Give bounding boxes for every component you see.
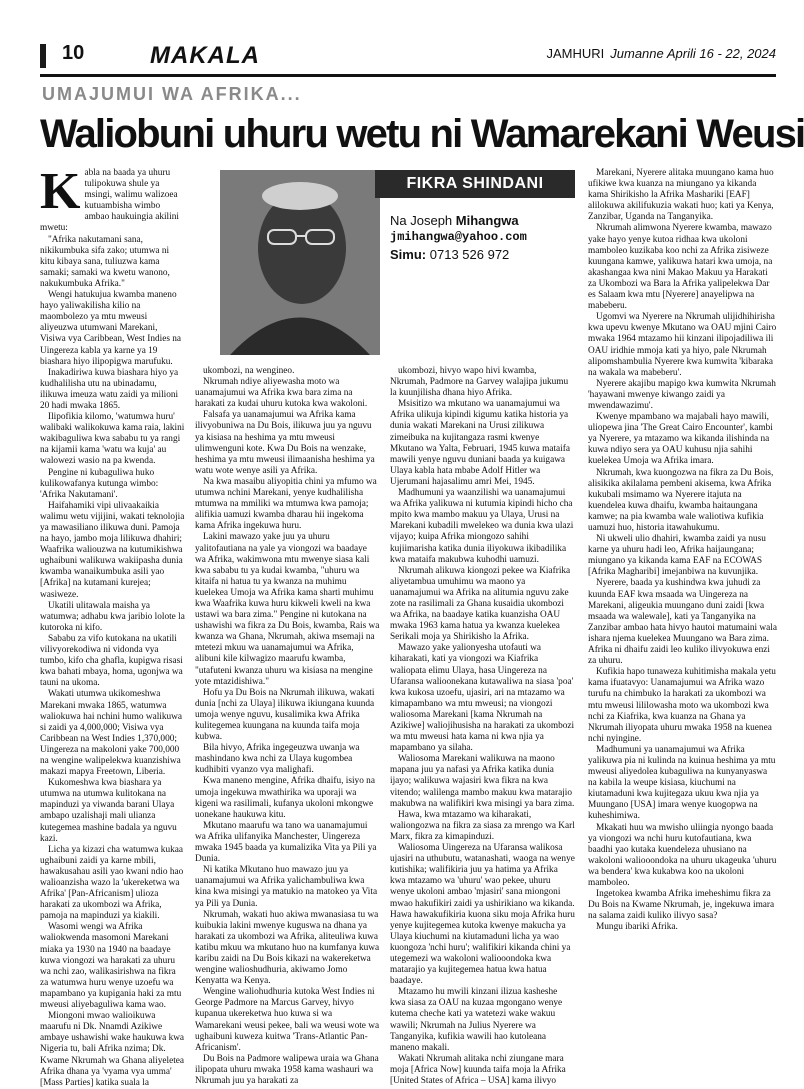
article-paragraph: Mawazo yake yalionyesha utofauti wa kiharakati, kati ya viongozi wa Kiafrika waliopata elimu Ulaya, hasa Uingereza na Ufaransa walioonekana kutawaliwa na siasa 'poa' kwa kukosa uzoefu, ujasiri, ari na mtazamo wa kimapambano wa mtu mweusi; na viongozi waliosoma Marekani [kama Nkrumah na Azikiwe] waliojihusisha na harakati za ukombozi wa mtu mweusi hata kama ni kwa njia ya mapambano ya silaha. [390, 643, 575, 754]
article-paragraph: Falsafa ya uanamajumui wa Afrika kama ilivyobuniwa na Du Bois, ilikuwa juu ya nguvu ya kisiasa na heshima ya mtu mweusi ulimwenguni kote. Kwa Du Bois na wenzake, heshima ya mtu mweusi ilimaanisha heshima ya watu wote wenye asili ya Afrika. [195, 410, 375, 476]
article-paragraph: Inakadiriwa kuwa biashara hiyo ya kudhalilisha utu na ubinadamu, ilikuwa imeuza watu zaidi ya milioni 20 hadi mwaka 1865. [40, 367, 179, 411]
header-bar [40, 44, 46, 68]
phone-number: 0713 526 972 [429, 247, 510, 262]
article-paragraph: Wakati utumwa ukikomeshwa Marekani mwaka 1865, watumwa waliokuwa hai nchini humo walikuwa si zaidi ya 4,000,000; Visiwa vya Caribbean na West Indies 1,370,000; Uingereza na makoloni yake 700,000 na wengine walipelekwa kuanzishiwa makazi mapya Freetown, Liberia. [40, 689, 183, 778]
article-paragraph: Nyerere akajibu mapigo kwa kumwita Nkrumah 'hayawani mwenye kiwango zaidi ya mwendawazimu'. [588, 378, 776, 411]
author-prefix: Na Joseph [390, 213, 453, 228]
article-paragraph: Kukomeshwa kwa biashara ya utumwa na utumwa kulitokana na mapinduzi ya viwanda barani Ulaya ambapo uzalishaji mali ulianza kutegemea mashine badala ya nguvu kazi. [40, 778, 177, 844]
article-column-1 [40, 163, 185, 1088]
header-rule [40, 74, 776, 77]
col2-paragraphs [195, 366, 380, 1087]
article-paragraph: Wakati Nkrumah alitaka nchi ziungane mara moja [Africa Now] kuunda taifa moja la Afrika [United States of Africa – USA] kama ilivyo [390, 1053, 566, 1086]
article-paragraph: Pengine ni kubaguliwa huko kulikowafanya kutunga wimbo: 'Afrika Nakutamani'. [40, 467, 159, 500]
article-paragraph: Nkrumah, wakati huo akiwa mwanasiasa tu wa kuibukia lakini mwenye kuguswa na dhana ya harakati za ukombozi wa Afrika, aliteuliwa kuwa katibu mkuu wa mkutano huo na kumfanya kuwa karibu zaidi na Du Bois kikazi na wakereketwa wengine walioshudhuria, akiwamo Jomo Kenyatta wa Kenya. [195, 909, 380, 987]
article-paragraph: Du Bois na Padmore walipewa uraia wa Ghana ilipopata uhuru mwaka 1958 kama washauri wa Nkrumah juu ya harakati za [195, 1053, 379, 1086]
article-paragraph: ukombozi, hivyo wapo hivi kwamba, Nkrumah, Padmore na Garvey walajipa jukumu la kuunjilisha dhana hiyo Afrika. [390, 366, 569, 399]
article-paragraph: Mkutano maarufu wa tano wa uanamajumui wa Afrika ulifanyika Manchester, Uingereza mwaka 1945 baada ya kumalizika Vita ya Pili ya Dunia. [195, 820, 377, 865]
article-paragraph: Miongoni mwao walioikuwa maarufu ni Dk. Nnamdi Azikiwe ambaye ushawishi wake haukuwa kwa Nigeria tu, bali Afrika nzima; Dk. Kwame Nkrumah wa Ghana aliyeletea Afrika dhana ya 'vyama vya umma' [Mass Parties] katika suala la [40, 1011, 185, 1088]
author-line [390, 212, 527, 229]
drop-cap: K [40, 163, 81, 220]
article-paragraph: Sababu za vifo kutokana na ukatili vilivyorekodiwa ni vidonda vya tumbo, kifo cha ghafla, kupigwa risasi kwa bahati mbaya, homa, ugonjwa wa tauni na ukoma. [40, 633, 183, 689]
article-paragraph: Waliosoma Uingereza na Ufaransa walikosa ujasiri na uthubutu, watanashati, waoga na wenye kutishika; walifikiria juu ya hatima ya Afrika kwa mtazamo wa 'uhuru' wao pekee, uhuru wenye ukoloni ambao 'mjasiri' sana miongoni mwao hakufikiri zaidi ya ushirikiano wa kikanda. Hawa hawakufikiria kuona siku moja Afrika huru yenye kujitegemea kutoka kwenye makucha ya Ulaya kiuchumi na kiutamaduni licha ya wao kuongoza 'nchi huru'; walifikiri kikanda chini ya utegemezi wa wakoloni waliooondoka kwa matarajio ya kujitegemea hatua kwa hatua baadaye. [390, 843, 575, 987]
article-paragraph: Kufikia hapo tunaweza kuhitimisha makala yetu kama ifuatavyo: Uanamajumui wa Afrika wazo turufu na chimbuko la harakati za ukombozi wa mtu mweusi lililowasha moto wa ukombozi kwa nchi za Kiafrika, kwa kuanza na Ghana ya Nkrumah iliyopata uhuru mwaka 1958 na kuenea nchi nyingine. [588, 667, 776, 744]
article-paragraph: Ni katika Mkutano huo mawazo juu ya uanamajumui wa Afrika yalichambuliwa kwa kina kwa misingi ya matukio na matokeo ya Vita ya Pili ya Dunia. [195, 865, 378, 909]
article-column-4 [588, 168, 778, 1008]
article-paragraph: "Afrika nakutamani sana, nikikumbuka sifa zako; utumwa ni kitu kibaya sana, tuliuzwa kama samaki; samaki wa kwetu wanono, nakukumbuka Afrika." [40, 234, 170, 289]
article-paragraph: Marekani, Nyerere alitaka muungano kama huo ufikiwe kwa kuanza na miungano ya kikanda kama Shirikisho la Afrika Mashariki [EAF] alilokuwa akilifukuzia wakati huo; kati ya Kenya, Zanzibar, Uganda na Tanganyika. [588, 168, 774, 223]
author-email[interactable]: jmihangwa@yahoo.com [390, 230, 527, 244]
article-paragraph: Ingetokea kwamba Afrika imeheshimu fikra za Du Bois na Kwame Nkrumah, je, ingekuwa imara na salama zaidi kuliko ilivyo sasa? [588, 889, 775, 922]
article-paragraph: ukombozi, na wengineo. [203, 366, 295, 376]
article-column-2 [195, 366, 380, 1086]
article-paragraph: Wasomi wengi wa Afrika waliokwenda masomoni Marekani miaka ya 1930 na 1940 na baadaye kuwa viongozi wa harakati za uhuru wa nchi zao, walikasirishwa na fikra za watumwa huru wenye uzoefu wa mapambano ya kupigania haki za mtu mweusi aliyebaguliwa kama wao. [40, 922, 182, 1011]
phone-label: Simu: [390, 247, 427, 262]
article-paragraph: Mungu ibariki Afrika. [596, 922, 678, 933]
article-paragraph: Bila hivyo, Afrika ingegeuzwa uwanja wa mashindano kwa nchi za Ulaya kugombea kudhibiti vyanzo vya malighafi. [195, 743, 360, 776]
publication-info [546, 46, 776, 61]
author-name: Mihangwa [455, 213, 519, 228]
article-paragraph: Madhumuni ya waanzilishi wa uanamajumui wa Afrika yalikuwa ni kutumia kipindi hicho cha mpito kwa mambo makuu ya Ulaya, Urusi na Marekani kubadili mwelekeo wa dunia kwa ulazi vijayo; kuipa Afrika miongozo sahihi kujiimarisha katika dunia iliyokuwa ikibadilika kwa mataifa makubwa kuhodhi uamuzi. [390, 488, 574, 565]
article-paragraph: Wengine waliohudhuria kutoka West Indies ni George Padmore na Marcus Garvey, hivyo kupanua ukereketwa huo kuwa si wa Wamarekani weusi pekee, bali wa weusi wote wa ughaibuni kuweza kuitwa 'Trans-Atlantic Pan-Africanism'. [195, 987, 380, 1053]
article-paragraph: Hofu ya Du Bois na Nkrumah ilikuwa, wakati dunia [nchi za Ulaya] ilikuwa ikiungana kuunda umoja wenye nguvu, kusalimika kwa Afrika kulitegemea kuungana na kuunda taifa moja kubwa. [195, 687, 375, 743]
article-paragraph: Na kwa masaibu aliyopitia chini ya mfumo wa utumwa nchini Marekani, yenye kudhalilisha mtumwa na mmiliki wa mtumwa kwa pamoja; alifikia uamuzi kwamba dharau hii ingekoma kama Afrika ingekuwa huru. [195, 476, 377, 532]
article-paragraph: Mkakati huu wa mwisho uliingia nyongo baada ya viongozi wa nchi huru kutofautiana, kwa baadhi yao kutaka kuendeleza uhusiano na wakoloni waliooondoka na uhuru ukageuka 'uhuru wa bendera' kwa kukabwa koo na ukoloni mamboleo. [588, 822, 777, 888]
page-header [40, 40, 776, 70]
article-paragraph: Kwenye mpambano wa majabali hayo mawili, uliopewa jina 'The Great Cairo Encounter', kambi ya Nyerere, ya mtazamo wa kikanda ilishinda na kuwa ndiyo sera ya OAU kuhusu njia sahihi kuelekea Umoja wa Afrika imara. [588, 412, 773, 467]
page-number: 10 [62, 42, 85, 64]
article-paragraph: Mtazamo hu mwili kinzani ilizua kasheshe kwa siasa za OAU na kuzaa mgongano wenye kutema cheche kati ya watetezi wake wakuu wawili; Nkrumah na Julius Nyerere wa Tanganyika, kufikia wawili hao kutoleana maneno makali. [390, 987, 563, 1053]
article-paragraph: Nkrumah ndiye aliyewasha moto wa uanamajumui wa Afrika kwa bara zima na harakati za kudai uhuru kutoka kwa wakoloni. [195, 377, 368, 410]
article-paragraph: abla na baada ya uhuru tulipokuwa shule ya msingi, walimu walizoea kutuambisha wimbo ambao haukuingia akilini mwetu: [40, 168, 179, 234]
author-phone [390, 246, 527, 263]
byline [390, 212, 527, 263]
article-paragraph: Lakini mawazo yake juu ya uhuru yalitofautiana na yale ya viongozi wa baadaye wa Afrika, wakimwona mtu mwenye siasa kali kwa sababu tu ya kudai kwamba, "uhuru wa kitaifa ni hatua tu ya kwanza na muhimu kuelekea Umoja wa Afrika kama sharti muhimu kwa Waafrika kuwa huru kikweli kweli na kwa ustawi wa bara zima." Pengine ni kutokana na ushawishi wa fikra za Du Bois, kwamba, Rais wa kwanza wa Ghana, Nkrumah, akiwa msemaji na mtetezi mkuu wa uanamajumui wa Afrika, alibuni kile kilwagizo maarufu kwamba, "utafuteni kwanza uhuru wa kisiasa na mengine yote mtazidishiwa." [195, 532, 380, 687]
article-paragraph: Msisitizo wa mkutano wa uanamajumui wa Afrika ulikuja kipindi kigumu katika historia ya dunia wakati Marekani na Urusi zilikuwa zimeibuka na kujitangaza rasmi kwenye Mkutano wa Yalta, Februari, 1945 kuwa mataifa mawili yenye nguvu duniani baada ya kuigawa Ulaya kabla hata mbabe Adolf Hitler wa Ujerumani hajasalimu amri Mei, 1945. [390, 399, 570, 487]
article-paragraph: Nyerere, baada ya kushindwa kwa juhudi za kuunda EAF kwa msaada wa Uingereza na Marekani, aligeukia muungano duni zaidi [kwa msaada wa walewale], kati ya Tanganyika na Zanzibar ambao hata hivyo hautoi matumaini wala ishara njema kuelekea Muungano wa Bara zima. Afrika ni dhaifu zaidi leo kuliko ilivyokuwa enzi za uhuru. [588, 578, 777, 667]
article-paragraph: Licha ya kizazi cha watumwa kukaa ughaibuni zaidi ya karne mbili, hawakusahau asili yao kwani ndio hao walioanzisha wazo la 'ukereketwa wa Afrika' [Pan-Africanism] ulioza harakati za ukombozi wa Afrika, pamoja na mapinduzi ya kiakili. [40, 844, 184, 922]
article-paragraph: Kwa maneno mengine, Afrika dhaifu, isiyo na umoja ingekuwa mwathirika wa uporaji wa kigeni wa rasilimali, kufanya ukoloni mkongwe uonekane haukuwa kitu. [195, 776, 375, 820]
article-paragraph: Ni ukweli ulio dhahiri, kwamba zaidi ya nusu karne ya uhuru hadi leo, Afrika haijaungana; miungano ya kikanda kama EAF na ECOWAS [Afrika Magharibi] imejanbiwa na kuvunjika. [588, 534, 766, 578]
article-paragraph: Ugomvi wa Nyerere na Nkrumah ulijidhihirisha kwa upevu kwenye Mkutano wa OAU mjini Cairo mwaka 1964 mtazamo hii kinzani ilipojadiliwa ili OAU iridhie mmoja kati ya hiyo, pale Nkrumah alipomshambulia Nyerere kwa kumwita 'kibaraka na wakala wa mabeberu'. [588, 312, 777, 378]
article-paragraph: Ukatili ulitawala maisha ya watumwa; adhabu kwa jaribio lolote la kutoroka ni kifo. [40, 600, 185, 633]
article-column-3 [390, 366, 575, 1086]
section-title: MAKALA [150, 42, 260, 69]
article-paragraph: Wengi hatukujua kwamba maneno hayo yaliwakilisha kilio na maombolezo ya mtu mweusi aliyeuzwa utumwani Marekani, Visiwa vya Caribbean, West Indies na Uingereza kabla ya karne ya 19 biashara hiyo ilipopigwa marufuku. [40, 290, 182, 367]
article-paragraph: Haifahamiki vipi ulivaakaikia walimu wetu vijijini, wakati teknolojia ya mawasiliano ilikuwa duni. Pamoja na hayo, jambo moja lilikuwa dhahiri; Waafrika waliouzwa na kutumikishwa ughaibuni walikuwa wakiipasha dunia kwamba wanaikumbuka asili yao [Afrika] na kutamani kurejea; wasiweze. [40, 500, 185, 600]
publication-date: Jumanne Aprili 16 - 22, 2024 [610, 46, 776, 61]
article-paragraph: Waliosoma Marekani walikuwa na maono mapana juu ya nafasi ya Afrika katika dunia ijayo; walikuwa wajasiri kwa fikra na kwa vitendo; walilenga mambo makuu kwa matarajio makubwa na walifikiri kwa misingi ya bara zima. [390, 754, 575, 809]
headline: Waliobuni uhuru wetu ni Wamarekani Weusi [40, 112, 804, 156]
article-paragraph: Hawa, kwa mtazamo wa kiharakati, waliongozwa na fikra za siasa za mrengo wa Karl Marx, fikra za kimapinduzi. [390, 809, 575, 842]
article-paragraph: Nkrumah, kwa kuongozwa na fikra za Du Bois, alisikika akilalama pembeni akisema, kwa Afrika kukubali msimamo wa Nyerere itajuta na kuendelea kuwa dhaifu, kwamba haitaungana kamwe; na pia kwamba wale waliotiwa kufikia uamuzi huo, historia itawahukumu. [588, 467, 774, 533]
article-paragraph: Nkrumah alimwona Nyerere kwamba, mawazo yake hayo yenye kutoa ridhaa kwa ukoloni mamboleo kuzikaba koo nchi za Afrika zisiweze kuungana kamwe, yalikuwa hatari kwa umoja, na akashangaa kwa nini Makao Makuu ya Harakati za Ukombozi wa Bara la Afrika yalipelekwa Dar es Salaam kwa mtu [Nyerere] anayelipwa na mabeberu. [588, 223, 773, 312]
col1-paragraphs [40, 163, 185, 1089]
author-photo [220, 170, 380, 355]
article-paragraph: Ilipofikia kilomo, 'watumwa huru' walibaki walikokuwa kama raia, lakini wakibaguliwa kwa sababu tu ya rangi na kijamii kama 'watu wa kuja' au walowezi wasio na pa kwenda. [40, 412, 185, 467]
col4-paragraphs [588, 168, 778, 933]
column-banner: FIKRA SHINDANI [375, 170, 575, 198]
col3-paragraphs [390, 366, 575, 1087]
article-paragraph: Nkrumah alikuwa kiongozi pekee wa Kiafrika aliyetambua umuhimu wa maono ya uanamajumui wa Afrika na alitumia nguvu zake zote na rasilimali za Ghana kusaidia ukombozi wa Afrika, na baadaye katika kuanzisha OAU mwaka 1963 kama hatua ya kwanza kuelekea Serikali moja ya Shirikisho la Afrika. [390, 565, 571, 643]
kicker: UMAJUMUI WA AFRIKA... [42, 84, 302, 104]
article-paragraph: Madhumuni ya uanamajumui wa Afrika yalikuwa pia ni kulinda na kuinua heshima ya mtu mweusi aliyedolea kubaguliwa na kunyanyaswa na kabila la weupe kisiasa, kiuchumi na kiutamaduni kwa kujitegaza ukuu kwa njia ya Muungano [USA] imara wenye kuogopwa na kuheshimiwa. [588, 744, 776, 822]
publication-name: JAMHURI [546, 46, 605, 61]
